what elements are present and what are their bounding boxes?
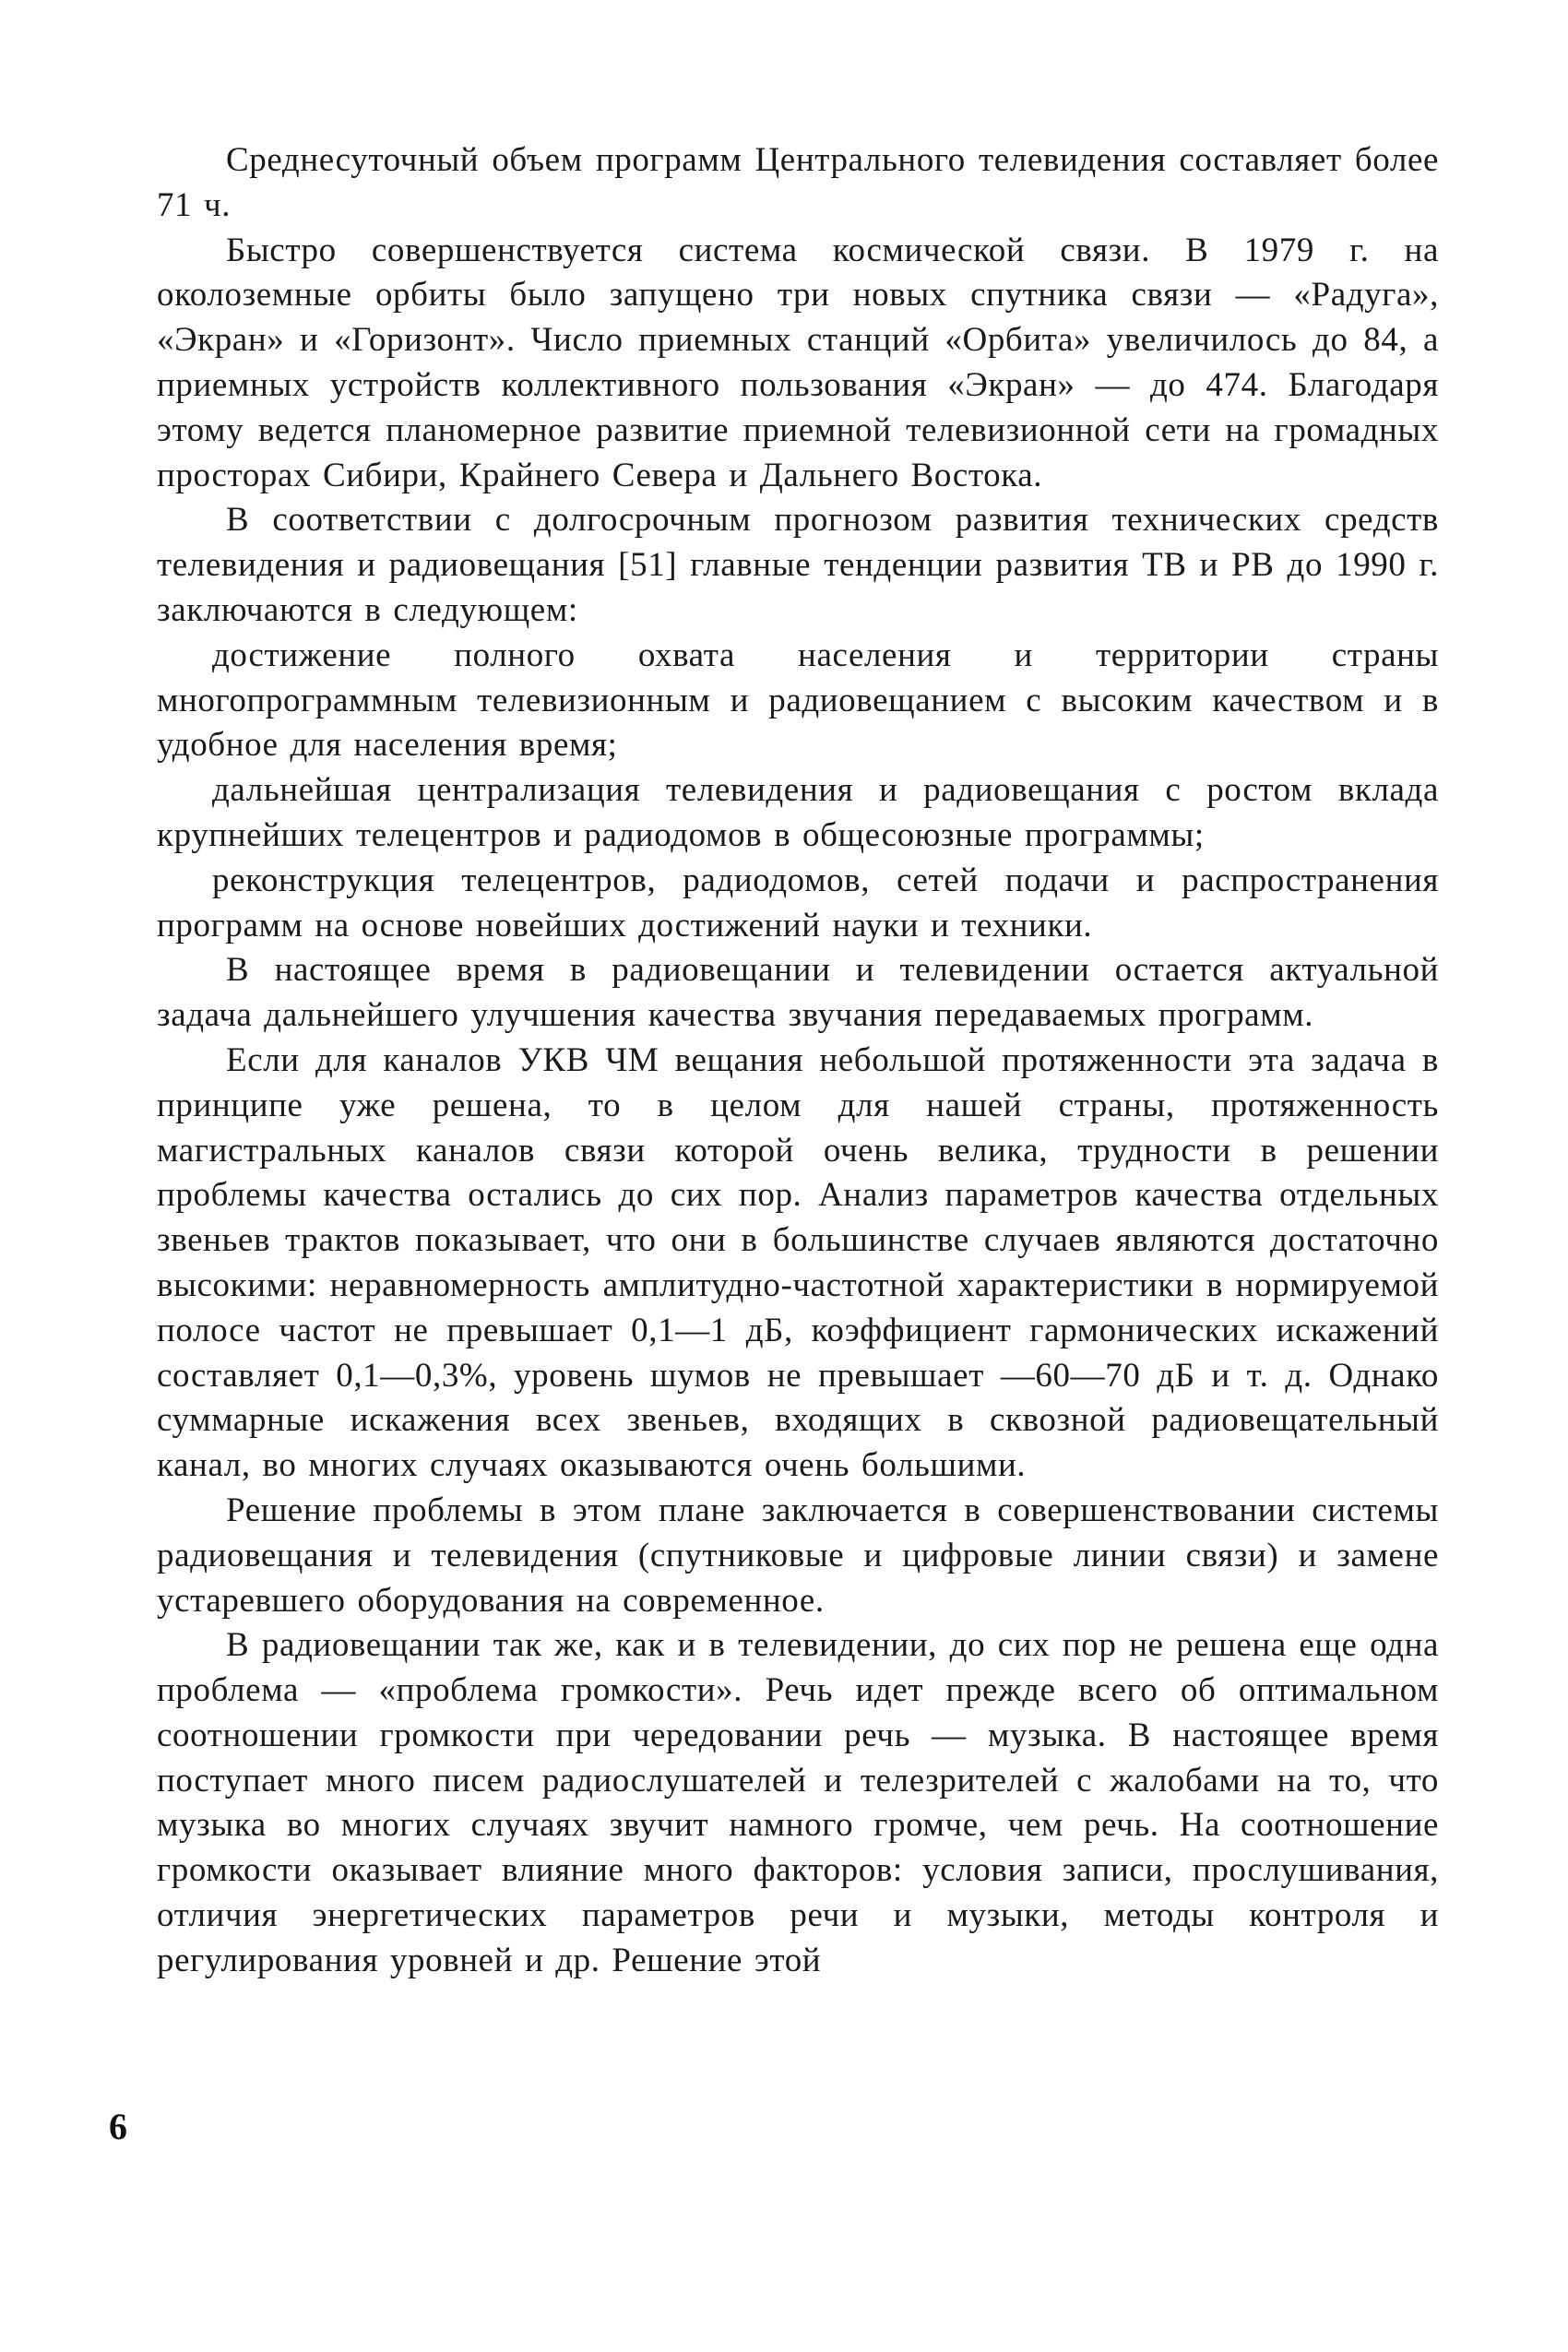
paragraph-6: Решение проблемы в этом плане заключается в совершенствовании системы радиовещания и телевидения (спутниковые и цифровые линии связи) и замене устаревшего оборудования на современное. [157,1491,1439,1620]
paragraph-4: В настоящее время в радиовещании и телевидении остается актуальной задача дальнейшего улучшения качества звучания передаваемых программ. [157,951,1439,1035]
list-item-1: достижение полного охвата населения и территории страны многопрограммным телевизионным и радиовещанием с высоким качеством и в удобное для населения время; [157,636,1439,765]
paragraph-2: Быстро совершенствуется система космической связи. В 1979 г. на околоземные орбиты было запущено три новых спутника связи — «Радуга», «Экран» и «Горизонт». Число приемных станций «Орбита» увеличилось до 84, а приемных устройств коллективного пользования «Экран» — до 474. Благодаря этому ведется планомерное развитие приемной телевизионной сети на громадных просторах Сибири, Крайнего Севера и Дальнего Востока. [157,231,1439,494]
list-item-3: реконструкция телецентров, радиодомов, сетей подачи и распространения программ на основе новейших достижений науки и техники. [157,861,1439,944]
list-item-2: дальнейшая централизация телевидения и радиовещания с ростом вклада крупнейших телецентров и радиодомов в общесоюзные программы; [157,771,1439,854]
page-number: 6 [109,2106,127,2147]
paragraph-7: В радиовещании так же, как и в телевидении, до сих пор не решена еще одна проблема — «проблема громкости». Речь идет прежде всего об оптимальном соотношении громкости при чередовании речь — музыка. В настоящее время поступает много писем радиослушателей и телезрителей с жалобами на то, что музыка во многих случаях звучит намного громче, чем речь. На соотношение громкости оказывает влияние много факторов: условия записи, прослушивания, отличия энергетических параметров речи и музыки, методы контроля и регулирования уровней и др. Решение этой [157,1626,1439,1979]
paragraph-3: В соответствии с долгосрочным прогнозом развития технических средств телевидения и радиовещания [51] главные тенденции развития ТВ и РВ до 1990 г. заключаются в следующем: [157,501,1439,629]
page-body [157,138,1439,1984]
paragraph-5: Если для каналов УКВ ЧМ вещания небольшой протяженности эта задача в принципе уже решена, то в целом для нашей страны, протяженность магистральных каналов связи которой очень велика, трудности в решении проблемы качества остались до сих пор. Анализ параметров качества отдельных звеньев трактов показывает, что они в большинстве случаев являются достаточно высокими: неравномерность амплитудно-частотной характеристики в нормируемой полосе частот не превышает 0,1—1 дБ, коэффициент гармонических искажений составляет 0,1—0,3%, уровень шумов не превышает —60—70 дБ и т. д. Однако суммарные искажения всех звеньев, входящих в сквозной радиовещательный канал, во многих случаях оказываются очень большими. [157,1040,1439,1485]
paragraph-1: Среднесуточный объем программ Центрального телевидения составляет более 71 ч. [157,141,1439,224]
